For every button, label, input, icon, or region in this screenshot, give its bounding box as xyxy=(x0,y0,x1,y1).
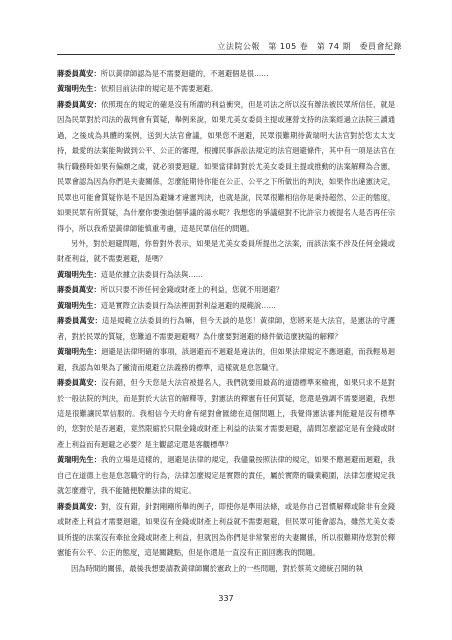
speech-text: 所以黃律師認為是不需要迴避的，不迴避個是很…… xyxy=(100,69,269,78)
header-rule xyxy=(57,54,395,55)
speaker-label: 黃瑞明先生： xyxy=(57,455,102,465)
speech-text: 我的立場是這樣的，迴避是法律的規定，我儘量按照法律的規定，如果不應迴避而迴避，我自己在道德上也是怠忽職守的行為，法律怎麼規定是實際的責任，屬於實際的職業範圍，法律怎麼規定我就怎麼遵守，我不能隨便脫離法律的規定。 xyxy=(57,455,395,496)
speaker-label: 蔣委員萬安： xyxy=(57,99,102,109)
transcript-paragraph xyxy=(57,313,395,344)
speech-text: 沒有錯，但今天您是大法官被提名人，我們就要用最高的道德標準來檢視，如果只求不是對於一般法院的判決，而是對於大法官的解釋等，對憲法的釋憲有任何質疑，您還是強調不需要迴避，我想這是很難讓民眾信服的。我相信今天約會有絕對會匯總在這個問題上，我覺得憲法審判能避是沒有標準的，您對於是否迴避，竟然限縮於只限金錢或財產上利益的法案才需要迴避，請問怎麼認定是有金錢或財產上利益而有迴避之必要？是主觀認定還是客觀標準？ xyxy=(57,378,395,449)
transcript-paragraph xyxy=(57,499,395,561)
transcript-paragraph xyxy=(57,267,395,282)
speaker-label: 黃瑞明先生： xyxy=(57,347,102,357)
speech-text: 這是規範立法委員的行為嘛，但今天談的是您！黃律師，您將來是大法官，是憲法的守護者，對於民眾的質疑，您難道不需要迴避嗎？為什麼要對迴避的條件做這麼狹隘的解釋？ xyxy=(57,316,396,341)
speech-text: 所以只要不涉任何金錢或財產上的利益，您就不用迴避？ xyxy=(100,285,284,295)
transcript-paragraph xyxy=(57,375,395,452)
speech-text: 迴避是法律明確的事項，該迴避而不迴避是違法的，但如果法律規定不應迴避，而我輕易迴避，我認為如果為了撇清而規避立法義務的標準，這樣就是怠忽職守。 xyxy=(57,347,395,372)
transcript-paragraph xyxy=(57,282,395,297)
transcript-paragraph xyxy=(57,236,395,267)
speech-text: 這是實際立法委員行為法裡面對利益迴避的規範說…… xyxy=(100,300,276,310)
speech-text: 因為時間的關係，最後我想要請教黃律師關於憲政上的一些問題，對於蔡英文總統召開的執 xyxy=(71,563,363,573)
transcript-paragraph xyxy=(57,561,395,576)
transcript-paragraph xyxy=(57,452,395,498)
transcript-paragraph xyxy=(57,81,395,96)
speaker-label: 蔣委員萬安： xyxy=(57,501,102,511)
speaker-label: 黃瑞明先生： xyxy=(57,269,101,279)
speaker-label: 黃瑞明先生： xyxy=(57,84,101,94)
transcript-paragraph xyxy=(57,97,395,236)
speech-text: 這是依據立法委員行為法與…… xyxy=(100,269,203,279)
speech-text: 依照現在的規定的確是沒有所謂的利益衝突，但是司法之所以沒有辦法被民眾所信任，就是因為民眾對於司法的裁判會有質疑，舉例來說，如果尤美女委員主提或運營支持的法案經過立法院三讀通過，之後成為具體的案例，送到大法官會議，如果您不迴避，民眾很難期待黃瑞明大法官對於您太太支持，最愛的法案能夠做到公平、公正的審理，根據民事訴訟法規定的法官迴避條件，其中有一項是法官在執行職務時如果有偏頗之虞，就必須要迴避。如果當律師對於尤美女委員主提或推動的法案解釋為合憲，民眾會認為因為你們是夫妻關係，怎麼能期待你能在公正、公平之下所做出的判決，如果作出違憲決定，民眾也可能會質疑你是不是因為避嫌才違憲判決，也就是說，民眾很難相信你是秉持超然、公正的態度，如果民眾有所質疑，為什麼你要強迫個爭議的湯水呢？我想您的爭議絕對不比許宗力被提名人是否再任宗得小，所以我希望黃律師能慎重考慮，這是民眾信任的問題。 xyxy=(57,99,395,233)
transcript-paragraph xyxy=(57,66,395,81)
page-header: 立法院公報 第 105 卷 第 74 期 委員會紀錄 xyxy=(217,42,402,51)
page-number: 337 xyxy=(218,594,234,603)
speech-text: 另外，對於迴避問題，你曾對外表示，如果是尤美女委員所提出之法案，而該法案不涉及任何金錢或財產利益，就不需要迴避，是嗎？ xyxy=(57,238,395,264)
speaker-label: 蔣委員萬安： xyxy=(57,69,101,78)
speaker-label: 黃瑞明先生： xyxy=(57,300,101,310)
speaker-label: 蔣委員萬安： xyxy=(57,378,102,388)
transcript-paragraph xyxy=(57,298,395,313)
speaker-label: 蔣委員萬安： xyxy=(57,285,101,295)
speech-text: 對，沒有錯，針對剛剛所舉的例子，即使你是準用法條，或是你自己習慣解釋或除非有金錢或財產上利益才需要迴避，如果沒有金錢或財產上利益就不需要迴避，但民眾可能會認為，雖然尤美女委員所提的法案沒有牽扯金錢或財產上利益，但就因為你們是非常緊密的夫妻關係，所以很難期待您對於釋憲能有公平、公正的態度，這是關鍵點，但是你還是一直沒有正面回應我的問題。 xyxy=(57,501,395,558)
speech-text: 依照目前法律的規定是不需要迴避。 xyxy=(100,84,218,94)
speaker-label: 蔣委員萬安： xyxy=(57,316,103,326)
transcript-paragraph xyxy=(57,344,395,375)
body-text xyxy=(57,66,395,576)
